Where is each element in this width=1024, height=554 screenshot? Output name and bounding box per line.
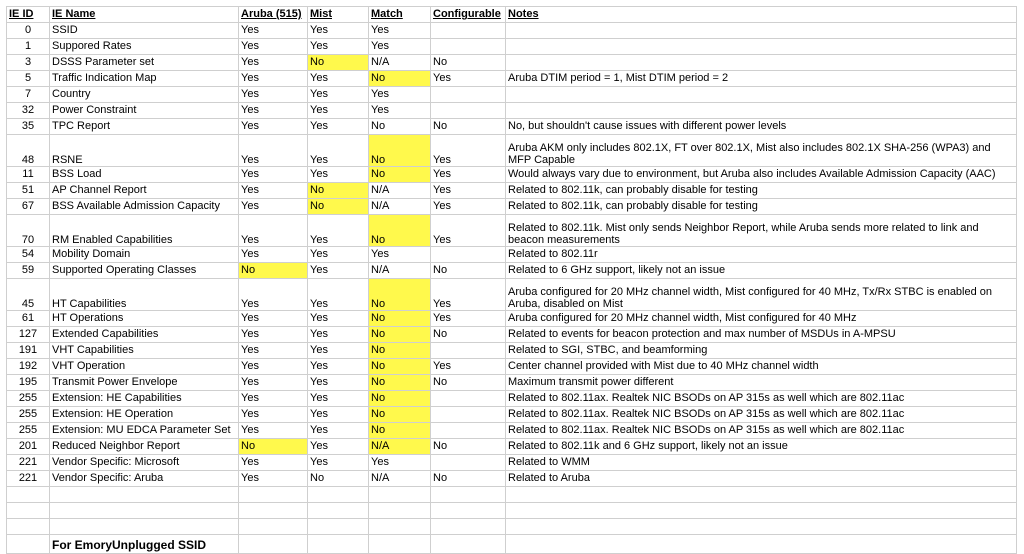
aruba-cell[interactable]: Yes: [239, 359, 308, 375]
configurable-cell[interactable]: [431, 391, 506, 407]
notes-cell[interactable]: [506, 39, 1017, 55]
aruba-cell[interactable]: Yes: [239, 311, 308, 327]
ie-id-cell[interactable]: 32: [7, 103, 50, 119]
footer-row: [7, 535, 1017, 554]
ie-name-cell[interactable]: Extension: HE Operation: [50, 407, 239, 423]
match-cell[interactable]: No: [369, 135, 431, 167]
table-row: [7, 407, 1017, 423]
ie-name-cell[interactable]: BSS Load: [50, 167, 239, 183]
match-cell[interactable]: No: [369, 407, 431, 423]
mist-cell[interactable]: Yes: [308, 439, 369, 455]
table-row: [7, 375, 1017, 391]
match-cell[interactable]: Yes: [369, 455, 431, 471]
mist-cell[interactable]: Yes: [308, 263, 369, 279]
aruba-cell[interactable]: Yes: [239, 103, 308, 119]
table-row: [7, 215, 1017, 247]
configurable-cell[interactable]: Yes: [431, 183, 506, 199]
ie-name-cell[interactable]: HT Operations: [50, 311, 239, 327]
ie-id-cell[interactable]: 192: [7, 359, 50, 375]
configurable-cell[interactable]: No: [431, 119, 506, 135]
match-cell[interactable]: No: [369, 311, 431, 327]
mist-cell[interactable]: Yes: [308, 215, 369, 247]
notes-cell[interactable]: Related to 6 GHz support, likely not an issue: [506, 263, 1017, 279]
table-row: [7, 55, 1017, 71]
table-row: [7, 167, 1017, 183]
match-cell[interactable]: No: [369, 423, 431, 439]
notes-cell[interactable]: Aruba DTIM period = 1, Mist DTIM period = 2: [506, 71, 1017, 87]
header-row: [7, 7, 1017, 23]
aruba-cell[interactable]: Yes: [239, 183, 308, 199]
notes-cell[interactable]: Related to 802.11ax. Realtek NIC BSODs on AP 315s as well which are 802.11ac: [506, 391, 1017, 407]
spreadsheet: [6, 6, 1017, 554]
ie-name-cell[interactable]: AP Channel Report: [50, 183, 239, 199]
table-row: [7, 87, 1017, 103]
notes-cell[interactable]: Related to 802.11k, can probably disable for testing: [506, 199, 1017, 215]
match-cell[interactable]: No: [369, 343, 431, 359]
table-row: [7, 103, 1017, 119]
match-cell[interactable]: No: [369, 279, 431, 311]
mist-cell[interactable]: Yes: [308, 327, 369, 343]
ie-name-cell[interactable]: VHT Operation: [50, 359, 239, 375]
cell[interactable]: [308, 487, 369, 503]
cell[interactable]: [369, 503, 431, 519]
table-row: [7, 423, 1017, 439]
configurable-cell[interactable]: [431, 343, 506, 359]
notes-cell[interactable]: Related to 802.11k. Mist only sends Neighbor Report, while Aruba sends more related to link and beacon measurements: [506, 215, 1017, 247]
aruba-cell[interactable]: Yes: [239, 375, 308, 391]
cell[interactable]: [239, 519, 308, 535]
aruba-cell[interactable]: Yes: [239, 455, 308, 471]
aruba-cell[interactable]: Yes: [239, 279, 308, 311]
aruba-cell[interactable]: Yes: [239, 71, 308, 87]
aruba-cell[interactable]: Yes: [239, 167, 308, 183]
notes-cell[interactable]: Related to WMM: [506, 455, 1017, 471]
match-cell[interactable]: N/A: [369, 471, 431, 487]
match-cell[interactable]: Yes: [369, 247, 431, 263]
aruba-cell[interactable]: Yes: [239, 87, 308, 103]
ie-name-cell[interactable]: Suppored Rates: [50, 39, 239, 55]
notes-cell[interactable]: Related to 802.11k, can probably disable for testing: [506, 183, 1017, 199]
aruba-cell[interactable]: Yes: [239, 215, 308, 247]
notes-cell[interactable]: [506, 103, 1017, 119]
table-row: [7, 311, 1017, 327]
ie-id-cell[interactable]: 35: [7, 119, 50, 135]
table-row: [7, 279, 1017, 311]
header-ie-name[interactable]: IE Name: [50, 7, 239, 23]
header-notes[interactable]: Notes: [506, 7, 1017, 23]
match-cell[interactable]: Yes: [369, 23, 431, 39]
configurable-cell[interactable]: [431, 87, 506, 103]
notes-cell[interactable]: Would always vary due to environment, but Aruba also includes Available Admission Capacity (AAC): [506, 167, 1017, 183]
table-row: [7, 343, 1017, 359]
table-row: [7, 247, 1017, 263]
configurable-cell[interactable]: Yes: [431, 135, 506, 167]
match-cell[interactable]: N/A: [369, 199, 431, 215]
configurable-cell[interactable]: Yes: [431, 359, 506, 375]
table-row: [7, 455, 1017, 471]
configurable-cell[interactable]: No: [431, 439, 506, 455]
mist-cell[interactable]: Yes: [308, 87, 369, 103]
aruba-cell[interactable]: Yes: [239, 423, 308, 439]
aruba-cell[interactable]: Yes: [239, 135, 308, 167]
ie-name-cell[interactable]: Country: [50, 87, 239, 103]
notes-cell[interactable]: Center channel provided with Mist due to 40 MHz channel width: [506, 359, 1017, 375]
configurable-cell[interactable]: [431, 23, 506, 39]
ie-name-cell[interactable]: Transmit Power Envelope: [50, 375, 239, 391]
aruba-cell[interactable]: No: [239, 263, 308, 279]
aruba-cell[interactable]: Yes: [239, 247, 308, 263]
configurable-cell[interactable]: No: [431, 375, 506, 391]
configurable-cell[interactable]: No: [431, 471, 506, 487]
ie-id-cell[interactable]: 255: [7, 391, 50, 407]
table-row: [7, 359, 1017, 375]
ie-id-cell[interactable]: 201: [7, 439, 50, 455]
table-row: [7, 391, 1017, 407]
cell[interactable]: [506, 503, 1017, 519]
aruba-cell[interactable]: Yes: [239, 391, 308, 407]
cell[interactable]: [369, 535, 431, 554]
notes-cell[interactable]: Related to 802.11k and 6 GHz support, likely not an issue: [506, 439, 1017, 455]
ie-name-cell[interactable]: TPC Report: [50, 119, 239, 135]
mist-cell[interactable]: Yes: [308, 455, 369, 471]
table-row: [7, 119, 1017, 135]
cell[interactable]: [50, 487, 239, 503]
ie-name-cell[interactable]: RM Enabled Capabilities: [50, 215, 239, 247]
cell[interactable]: [431, 487, 506, 503]
cell[interactable]: [7, 535, 50, 554]
ie-id-cell[interactable]: 5: [7, 71, 50, 87]
notes-cell[interactable]: [506, 23, 1017, 39]
mist-cell[interactable]: Yes: [308, 167, 369, 183]
configurable-cell[interactable]: Yes: [431, 215, 506, 247]
header-mist[interactable]: Mist: [308, 7, 369, 23]
mist-cell[interactable]: Yes: [308, 407, 369, 423]
ie-id-cell[interactable]: 3: [7, 55, 50, 71]
aruba-cell[interactable]: Yes: [239, 23, 308, 39]
cell[interactable]: [7, 487, 50, 503]
table-row: [7, 23, 1017, 39]
ie-id-cell[interactable]: 255: [7, 407, 50, 423]
table-row: [7, 471, 1017, 487]
ie-name-cell[interactable]: RSNE: [50, 135, 239, 167]
notes-cell[interactable]: Related to Aruba: [506, 471, 1017, 487]
match-cell[interactable]: N/A: [369, 263, 431, 279]
configurable-cell[interactable]: Yes: [431, 279, 506, 311]
configurable-cell[interactable]: No: [431, 263, 506, 279]
configurable-cell[interactable]: Yes: [431, 71, 506, 87]
mist-cell[interactable]: No: [308, 471, 369, 487]
mist-cell[interactable]: Yes: [308, 391, 369, 407]
mist-cell[interactable]: Yes: [308, 343, 369, 359]
cell[interactable]: [239, 535, 308, 554]
header-match[interactable]: Match: [369, 7, 431, 23]
ie-name-cell[interactable]: Vendor Specific: Aruba: [50, 471, 239, 487]
table-row: [7, 39, 1017, 55]
header-ie-id[interactable]: IE ID: [7, 7, 50, 23]
match-cell[interactable]: Yes: [369, 39, 431, 55]
ie-name-cell[interactable]: Supported Operating Classes: [50, 263, 239, 279]
mist-cell[interactable]: Yes: [308, 119, 369, 135]
match-cell[interactable]: No: [369, 375, 431, 391]
empty-row: [7, 519, 1017, 535]
notes-cell[interactable]: Related to 802.11r: [506, 247, 1017, 263]
mist-cell[interactable]: Yes: [308, 71, 369, 87]
configurable-cell[interactable]: [431, 423, 506, 439]
mist-cell[interactable]: Yes: [308, 375, 369, 391]
ie-id-cell[interactable]: 0: [7, 23, 50, 39]
ie-name-cell[interactable]: VHT Capabilities: [50, 343, 239, 359]
ie-id-cell[interactable]: 255: [7, 423, 50, 439]
ie-id-cell[interactable]: 48: [7, 135, 50, 167]
match-cell[interactable]: N/A: [369, 183, 431, 199]
match-cell[interactable]: No: [369, 215, 431, 247]
match-cell[interactable]: No: [369, 391, 431, 407]
aruba-cell[interactable]: Yes: [239, 407, 308, 423]
ie-id-cell[interactable]: 221: [7, 455, 50, 471]
cell[interactable]: [506, 535, 1017, 554]
configurable-cell[interactable]: [431, 103, 506, 119]
mist-cell[interactable]: Yes: [308, 279, 369, 311]
ie-name-cell[interactable]: Power Constraint: [50, 103, 239, 119]
notes-cell[interactable]: Aruba configured for 20 MHz channel width, Mist configured for 40 MHz: [506, 311, 1017, 327]
cell[interactable]: [369, 519, 431, 535]
mist-cell[interactable]: Yes: [308, 135, 369, 167]
notes-cell[interactable]: [506, 55, 1017, 71]
ie-name-cell[interactable]: Traffic Indication Map: [50, 71, 239, 87]
ie-id-cell[interactable]: 7: [7, 87, 50, 103]
cell[interactable]: [239, 503, 308, 519]
ie-name-cell[interactable]: Reduced Neighbor Report: [50, 439, 239, 455]
mist-cell[interactable]: Yes: [308, 359, 369, 375]
mist-cell[interactable]: Yes: [308, 103, 369, 119]
ie-id-cell[interactable]: 45: [7, 279, 50, 311]
configurable-cell[interactable]: No: [431, 327, 506, 343]
notes-cell[interactable]: Related to SGI, STBC, and beamforming: [506, 343, 1017, 359]
table-body: [7, 23, 1017, 487]
table-row: [7, 327, 1017, 343]
match-cell[interactable]: N/A: [369, 55, 431, 71]
ie-name-cell[interactable]: BSS Available Admission Capacity: [50, 199, 239, 215]
cell[interactable]: [431, 503, 506, 519]
mist-cell[interactable]: No: [308, 199, 369, 215]
notes-cell[interactable]: Related to events for beacon protection and max number of MSDUs in A-MPSU: [506, 327, 1017, 343]
ie-name-cell[interactable]: DSSS Parameter set: [50, 55, 239, 71]
ie-name-cell[interactable]: HT Capabilities: [50, 279, 239, 311]
ie-id-cell[interactable]: 51: [7, 183, 50, 199]
ie-id-cell[interactable]: 221: [7, 471, 50, 487]
ie-id-cell[interactable]: 61: [7, 311, 50, 327]
table-row: [7, 263, 1017, 279]
cell[interactable]: [431, 519, 506, 535]
aruba-cell[interactable]: Yes: [239, 199, 308, 215]
table-tail: [7, 487, 1017, 554]
notes-cell[interactable]: Aruba AKM only includes 802.1X, FT over 802.1X, Mist also includes 802.1X SHA-256 (WPA3) and MFP Capable: [506, 135, 1017, 167]
aruba-cell[interactable]: Yes: [239, 119, 308, 135]
ie-id-cell[interactable]: 191: [7, 343, 50, 359]
configurable-cell[interactable]: [431, 407, 506, 423]
configurable-cell[interactable]: [431, 247, 506, 263]
match-cell[interactable]: Yes: [369, 87, 431, 103]
table-row: [7, 199, 1017, 215]
cell[interactable]: [308, 503, 369, 519]
ie-name-cell[interactable]: Extended Capabilities: [50, 327, 239, 343]
configurable-cell[interactable]: No: [431, 55, 506, 71]
table-row: [7, 439, 1017, 455]
empty-row: [7, 503, 1017, 519]
table-row: [7, 183, 1017, 199]
ie-name-cell[interactable]: Extension: HE Capabilities: [50, 391, 239, 407]
ie-id-cell[interactable]: 54: [7, 247, 50, 263]
match-cell[interactable]: No: [369, 359, 431, 375]
header-configurable[interactable]: Configurable: [431, 7, 506, 23]
cell[interactable]: [50, 503, 239, 519]
aruba-cell[interactable]: Yes: [239, 471, 308, 487]
mist-cell[interactable]: Yes: [308, 23, 369, 39]
ie-name-cell[interactable]: Vendor Specific: Microsoft: [50, 455, 239, 471]
mist-cell[interactable]: Yes: [308, 247, 369, 263]
mist-cell[interactable]: Yes: [308, 39, 369, 55]
ie-comparison-table: [6, 6, 1017, 554]
configurable-cell[interactable]: Yes: [431, 311, 506, 327]
aruba-cell[interactable]: Yes: [239, 343, 308, 359]
ie-id-cell[interactable]: 67: [7, 199, 50, 215]
configurable-cell[interactable]: [431, 39, 506, 55]
match-cell[interactable]: No: [369, 167, 431, 183]
ie-name-cell[interactable]: SSID: [50, 23, 239, 39]
cell[interactable]: [50, 519, 239, 535]
cell[interactable]: [506, 519, 1017, 535]
cell[interactable]: [308, 519, 369, 535]
aruba-cell[interactable]: Yes: [239, 327, 308, 343]
configurable-cell[interactable]: [431, 455, 506, 471]
mist-cell[interactable]: No: [308, 55, 369, 71]
cell[interactable]: [369, 487, 431, 503]
table-row: [7, 71, 1017, 87]
notes-cell[interactable]: Aruba configured for 20 MHz channel width, Mist configured for 40 MHz, Tx/Rx STBC is enabled on Aruba, disabled on Mist: [506, 279, 1017, 311]
notes-cell[interactable]: Related to 802.11ax. Realtek NIC BSODs on AP 315s as well which are 802.11ac: [506, 423, 1017, 439]
match-cell[interactable]: Yes: [369, 103, 431, 119]
match-cell[interactable]: No: [369, 327, 431, 343]
footer-label[interactable]: For EmoryUnplugged SSID: [50, 535, 239, 554]
configurable-cell[interactable]: Yes: [431, 199, 506, 215]
notes-cell[interactable]: No, but shouldn't cause issues with different power levels: [506, 119, 1017, 135]
ie-id-cell[interactable]: 1: [7, 39, 50, 55]
empty-row: [7, 487, 1017, 503]
aruba-cell[interactable]: No: [239, 439, 308, 455]
notes-cell[interactable]: Related to 802.11ax. Realtek NIC BSODs on AP 315s as well which are 802.11ac: [506, 407, 1017, 423]
table-row: [7, 135, 1017, 167]
cell[interactable]: [308, 535, 369, 554]
ie-name-cell[interactable]: Extension: MU EDCA Parameter Set: [50, 423, 239, 439]
cell[interactable]: [7, 503, 50, 519]
ie-id-cell[interactable]: 70: [7, 215, 50, 247]
notes-cell[interactable]: Maximum transmit power different: [506, 375, 1017, 391]
mist-cell[interactable]: Yes: [308, 311, 369, 327]
match-cell[interactable]: N/A: [369, 439, 431, 455]
cell[interactable]: [506, 487, 1017, 503]
ie-id-cell[interactable]: 127: [7, 327, 50, 343]
match-cell[interactable]: No: [369, 71, 431, 87]
notes-cell[interactable]: [506, 87, 1017, 103]
cell[interactable]: [431, 535, 506, 554]
aruba-cell[interactable]: Yes: [239, 55, 308, 71]
ie-id-cell[interactable]: 59: [7, 263, 50, 279]
configurable-cell[interactable]: Yes: [431, 167, 506, 183]
header-aruba[interactable]: Aruba (515): [239, 7, 308, 23]
cell[interactable]: [7, 519, 50, 535]
mist-cell[interactable]: No: [308, 183, 369, 199]
match-cell[interactable]: No: [369, 119, 431, 135]
aruba-cell[interactable]: Yes: [239, 39, 308, 55]
ie-id-cell[interactable]: 11: [7, 167, 50, 183]
cell[interactable]: [239, 487, 308, 503]
ie-name-cell[interactable]: Mobility Domain: [50, 247, 239, 263]
ie-id-cell[interactable]: 195: [7, 375, 50, 391]
mist-cell[interactable]: Yes: [308, 423, 369, 439]
